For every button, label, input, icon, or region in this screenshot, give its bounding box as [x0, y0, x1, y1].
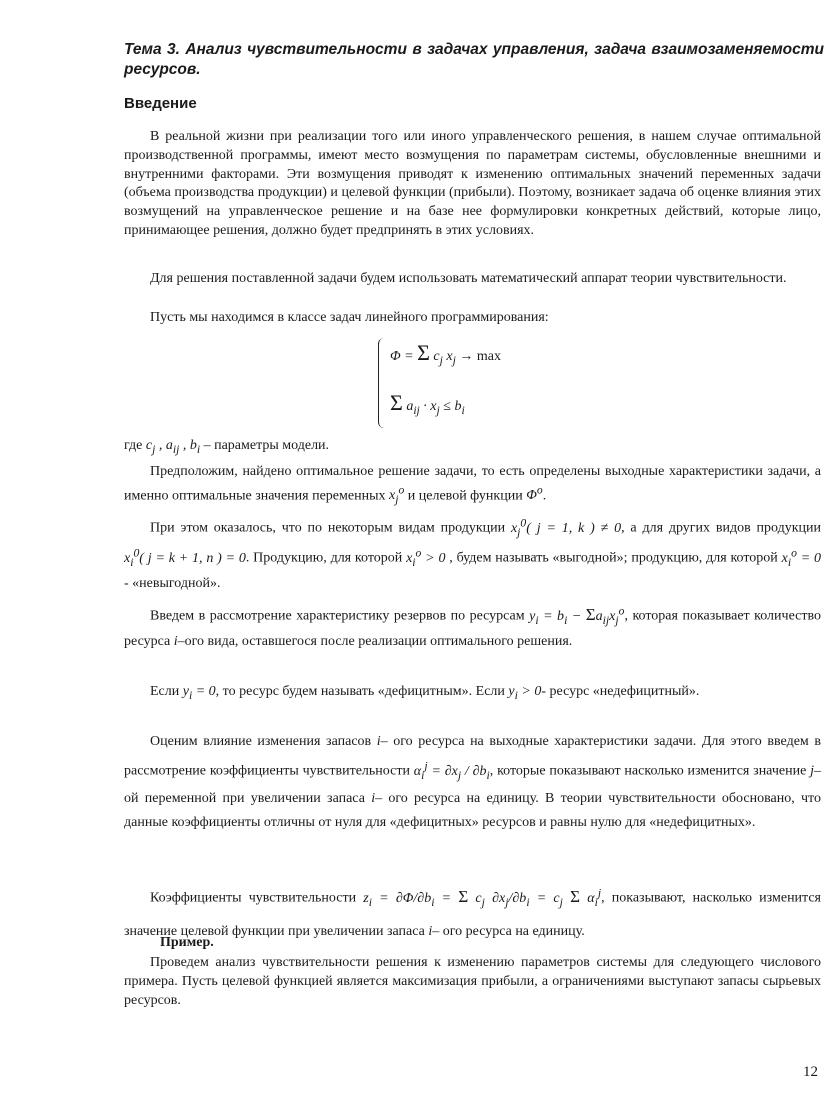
paragraph-sensitivity: Оценим влияние изменения запасов i– ого ресурса на выходные характеристики задачи. Для этого введем в рассмотрение коэффициенты чувствительности $\alpha_i^j = \partial x_j / \partial b_i$, которые показывают насколько изменится значение j– ой переменной при увеличении запаса i– ого ресурса на единицу. В теории чувствительности обосновано, что данные коэффициенты отличны от нуля для «дефицитных» ресурсов и равны нулю для «недефицитных». — [124, 734, 821, 831]
paragraph-lp-class: Пусть мы находимся в классе задач линейного программирования: — [150, 310, 549, 325]
paragraph-deficit: Если $y_i = 0$, то ресурс будем называть «дефицитным». Если $y_i > 0-$ ресурс «недефицитный». — [150, 684, 700, 702]
paragraph-products: При этом оказалось, что по некоторым видам продукции $x_j^0$( j = 1, k ) ≠ 0, а для других видов продукции $x_i^0$( j = k + 1, n ) = 0. Продукцию, для которой $x_i^o > 0$ , будем называть «выгодной»; продукцию, для которой $x_i^o = 0$ - «невыгодной». — [124, 516, 821, 591]
paragraph-objective-sensitivity: Коэффициенты чувствительности $z_i = \partial\Phi/\partial b_i = \Sigma$ $c_j$ $\partial x_j/\partial b_i = c_j$ Σ $\alpha_i^j$, показывают, насколько изменится значение целевой функции при увеличении запаса i– ого ресурса на единицу. — [124, 886, 821, 940]
paragraph-intro: В реальной жизни при реализации того или иного управленческого решения, в нашем случае оптимальной производственной программы, имеют место возмущения по параметрам системы, обусловленные внешними и внутренними факторами. Эти возмущения приводят к изменению оптимальных значений переменных задачи (объема производства продукции) и целевой функции (прибыли). Поэтому, возникает задача об оценке влияния этих возмущений на управленческое решение и на базе нее формулировки конкретных действий, которые лицо, принимающее решения, должно будет предпринять в этих условиях. — [124, 129, 821, 238]
example-heading: Пример. — [160, 935, 214, 950]
paragraph-reserves: Введем в рассмотрение характеристику резервов по ресурсам $y_i = b_i - \Sigma a_{ij}x_j^o$, которая показывает количество ресурса i–ого вида, оставшегося после реализации оптимального решения. — [124, 604, 821, 650]
system-brace — [378, 338, 385, 428]
paragraph-method: Для решения поставленной задачи будем использовать математический аппарат теории чувствительности. — [150, 271, 787, 286]
topic-title: Тема 3. Анализ чувствительности в задачах управления, задача взаимозаменяемости ресурсов. — [124, 41, 824, 78]
lp-system-formula — [378, 334, 538, 434]
constraint-formula: Σ $a_{ij} \cdot x_j \le b_i$ — [390, 390, 465, 417]
objective-formula: Φ = Σ $c_j$ $x_j \to \max$ — [390, 340, 501, 367]
paragraph-optimal: Предположим, найдено оптимальное решение задачи, то есть определены выходные характеристики задачи, а именно оптимальные значения переменных $x_j^o$ и целевой функции $\Phi^o$. — [124, 464, 821, 507]
section-heading: Введение — [124, 95, 197, 112]
paragraph-example: Проведем анализ чувствительности решения к изменению параметров системы для следующего числового примера. Пусть целевой функцией является максимизация прибыли, а ограничениями выступают запасы сырьевых ресурсов. — [124, 955, 821, 1008]
paragraph-params: где $c_j$ , $a_{ij}$ , $b_i$ – параметры модели. — [124, 438, 330, 456]
page-number: 12 — [803, 1064, 818, 1080]
